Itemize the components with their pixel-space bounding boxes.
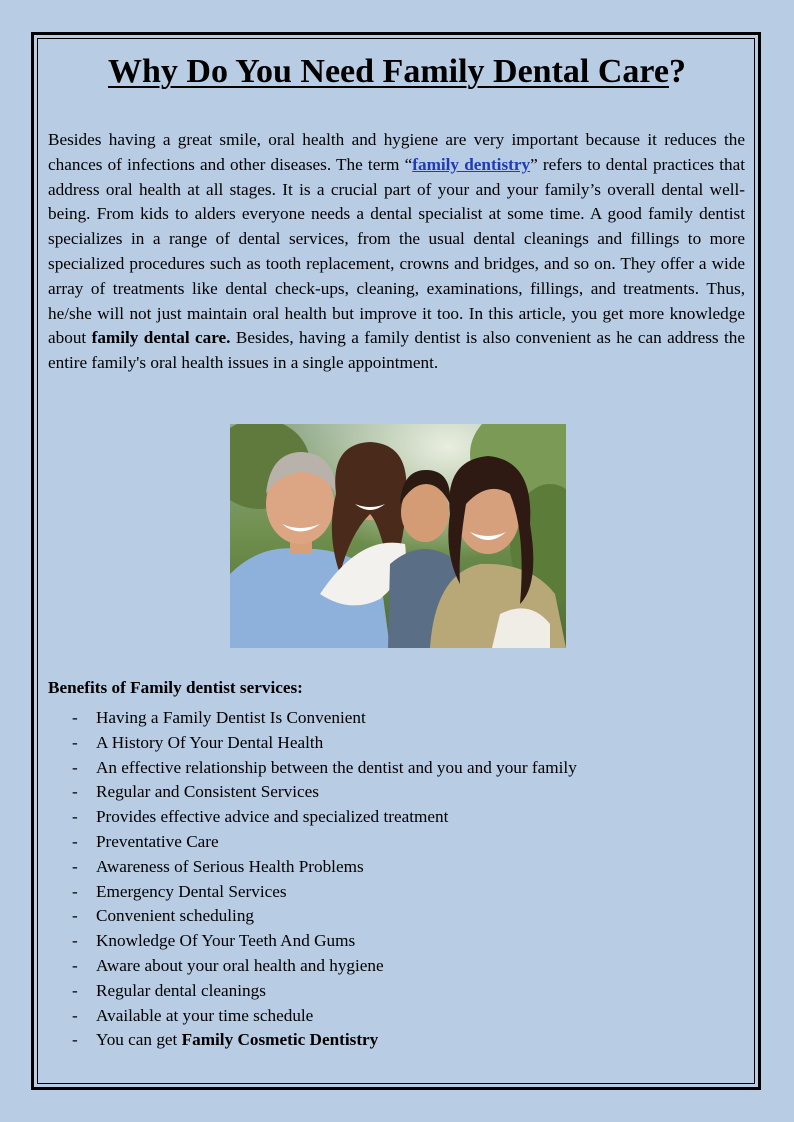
family-photo [230, 424, 566, 648]
list-bullet: - [72, 1030, 78, 1050]
intro-paragraph [48, 128, 745, 376]
list-bullet: - [72, 980, 78, 1000]
list-item-text: Preventative Care [96, 831, 219, 851]
list-item [48, 731, 745, 756]
list-item [48, 706, 745, 731]
benefits-list [48, 706, 745, 1053]
list-item [48, 780, 745, 805]
list-item [48, 904, 745, 929]
list-item [48, 1004, 745, 1029]
list-item [48, 880, 745, 905]
list-item-text: An effective relationship between the dentist and you and your family [96, 757, 577, 777]
list-bullet: - [72, 732, 78, 752]
list-item-text: Having a Family Dentist Is Convenient [96, 708, 366, 727]
list-item [48, 756, 745, 781]
list-item [48, 1028, 745, 1053]
list-bullet: - [72, 807, 78, 827]
list-item-text: Provides effective advice and specialized treatment [96, 807, 449, 827]
page-title [0, 52, 794, 92]
list-item-text: Convenient scheduling [96, 906, 255, 926]
list-bullet: - [72, 782, 78, 802]
intro-text-1: Besides having a great smile, oral health and hygiene are very important because it reduces the chances of infections and other diseases. The term “ [48, 130, 745, 174]
list-item-text: Emergency Dental Services [96, 881, 287, 901]
list-item [48, 954, 745, 979]
list-item [48, 979, 745, 1004]
list-item-text: Available at your time schedule [96, 1005, 314, 1025]
family-dentistry-link[interactable]: family dentistry [412, 154, 531, 174]
list-item [48, 929, 745, 954]
family-photo-illustration [230, 424, 566, 648]
list-item-text: Regular dental cleanings [96, 980, 266, 1000]
page-title-text: Why Do You Need Family Dental Care [108, 53, 669, 90]
list-bullet: - [72, 881, 78, 901]
list-item-text: You can get [96, 1030, 182, 1050]
list-bullet: - [72, 831, 78, 851]
list-bullet: - [72, 757, 78, 777]
list-bullet: - [72, 906, 78, 926]
list-item-text: A History Of Your Dental Health [96, 732, 324, 752]
list-item-text: Aware about your oral health and hygiene [96, 955, 384, 975]
intro-text-2: ” refers to dental practices that address oral health at all stages. It is a crucial part of your and your family’s overall dental well-being. From kids to alders everyone needs a dental specialist at some time. A good family dentist specializes in a range of dental services, from the usual dental cleanings and fillings to more specialized procedures such as tooth replacement, crowns and bridges, and so on. They offer a wide array of treatments like dental check-ups, cleaning, examinations, fillings, and treatments. Thus, he/she will not just maintain oral health but improve it too. In this article, you get more knowledge about [48, 154, 745, 348]
list-item [48, 805, 745, 830]
cosmetic-dentistry-keyword: Family Cosmetic Dentistry [181, 1030, 379, 1050]
list-item-text: Knowledge Of Your Teeth And Gums [96, 931, 356, 951]
intro-bold-keyword: family dental care. [91, 328, 231, 348]
list-bullet: - [72, 1005, 78, 1025]
list-bullet: - [72, 955, 78, 975]
intro-text-3: Besides, having a family dentist is also convenient as he can address the entire family's oral health issues in a single appointment. [48, 328, 746, 373]
list-bullet: - [72, 931, 78, 951]
list-item-text: Awareness of Serious Health Problems [96, 856, 364, 876]
list-item [48, 855, 745, 880]
list-item-text: Regular and Consistent Services [96, 782, 319, 802]
list-bullet: - [72, 856, 78, 876]
page-title-mark: ? [668, 53, 686, 90]
list-item [48, 830, 745, 855]
list-bullet: - [72, 708, 78, 727]
benefits-heading: Benefits of Family dentist services: [48, 678, 303, 697]
